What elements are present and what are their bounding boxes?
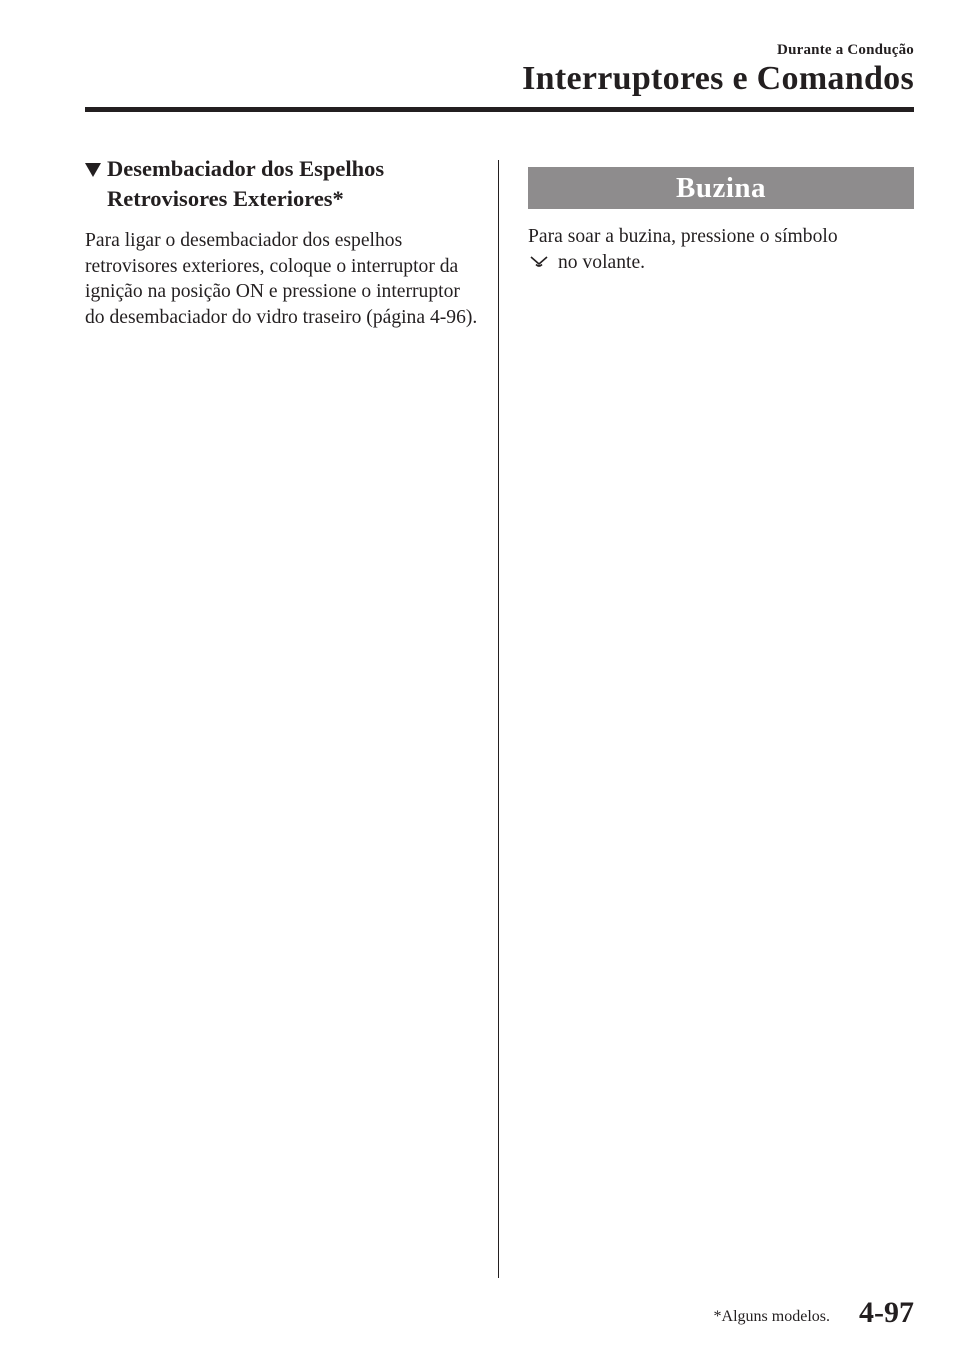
horn-paragraph-line2 (528, 250, 914, 276)
running-head: Durante a Condução (777, 42, 914, 58)
page-number: 4-97 (859, 1296, 914, 1329)
horn-icon (530, 256, 548, 268)
horn-paragraph-line1: Para soar a buzina, pressione o símbolo (528, 226, 838, 247)
horn-paragraph-line2-text: no volante. (558, 251, 646, 273)
left-column (85, 154, 480, 330)
section-heading (85, 154, 480, 214)
mirror-defroster-paragraph: Para ligar o desembaciador dos espelhos retrovisores exteriores, coloque o interruptor da ignição na posição ON e pressione o interruptor do desembaciador do vidro traseiro (página 4-96). (85, 230, 478, 328)
section-heading-text: Desembaciador dos Espelhos Retrovisores Exteriores* (107, 156, 385, 211)
down-triangle-icon (85, 163, 101, 177)
section-banner: Buzina (528, 167, 914, 209)
header-rule (85, 107, 914, 112)
column-divider (498, 160, 499, 1278)
right-column (528, 167, 914, 275)
horn-paragraph (528, 224, 914, 275)
chapter-title: Interruptores e Comandos (522, 60, 914, 97)
footnote: *Alguns modelos. (713, 1308, 830, 1325)
